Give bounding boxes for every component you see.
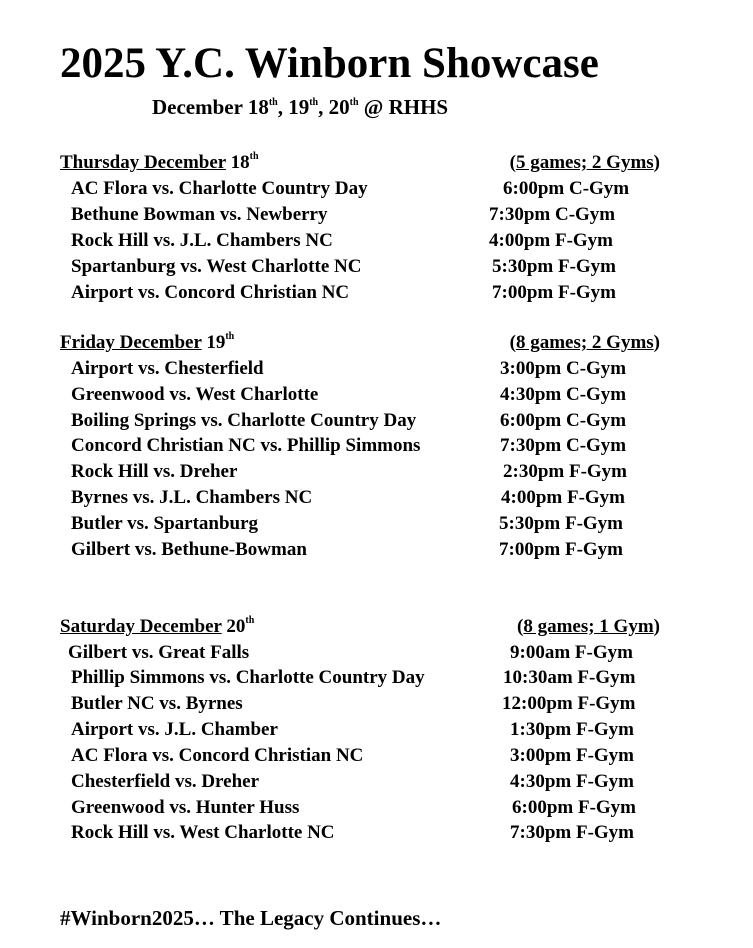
game-row: Greenwood vs. West Charlotte 4:30pm C-Gym — [71, 384, 627, 405]
page-title: 2025 Y.C. Winborn Showcase — [60, 40, 599, 87]
day-header-thursday: Thursday December 18th (5 games; 2 Gyms) — [60, 151, 660, 173]
game-row: Byrnes vs. J.L. Chambers NC 4:00pm F-Gym — [71, 487, 626, 508]
game-row: AC Flora vs. Concord Christian NC 3:00pm F-Gym — [71, 745, 635, 766]
game-row: Chesterfield vs. Dreher 4:30pm F-Gym — [71, 771, 635, 792]
day-summary: (8 games; 1 Gym) — [517, 616, 660, 637]
game-row: Airport vs. J.L. Chamber 1:30pm F-Gym — [71, 719, 635, 740]
day-header-saturday: Saturday December 20th (8 games; 1 Gym) — [60, 615, 660, 637]
game-row: Rock Hill vs. Dreher 2:30pm F-Gym — [71, 461, 628, 482]
game-row: Rock Hill vs. West Charlotte NC 7:30pm F-Gym — [71, 822, 635, 843]
game-row: Airport vs. Concord Christian NC 7:00pm F-Gym — [71, 282, 617, 303]
game-row: Bethune Bowman vs. Newberry 7:30pm C-Gym — [71, 204, 616, 225]
day-summary: (8 games; 2 Gyms) — [509, 332, 660, 353]
game-row: AC Flora vs. Charlotte Country Day 6:00pm C-Gym — [71, 178, 630, 199]
game-row: Boiling Springs vs. Charlotte Country Day 6:00pm C-Gym — [71, 410, 627, 431]
game-row: Butler NC vs. Byrnes 12:00pm F-Gym — [71, 693, 636, 714]
day-header-friday: Friday December 19th (8 games; 2 Gyms) — [60, 331, 660, 353]
game-row: Rock Hill vs. J.L. Chambers NC 4:00pm F-Gym — [71, 230, 614, 251]
game-row: Greenwood vs. Hunter Huss 6:00pm F-Gym — [71, 797, 637, 818]
game-row: Concord Christian NC vs. Phillip Simmons 7:30pm C-Gym — [71, 435, 627, 456]
game-row: Gilbert vs. Great Falls 9:00am F-Gym — [68, 642, 633, 663]
game-row: Spartanburg vs. West Charlotte NC 5:30pm F-Gym — [71, 256, 617, 277]
game-row: Phillip Simmons vs. Charlotte Country Day 10:30am F-Gym — [71, 667, 636, 688]
game-row: Gilbert vs. Bethune-Bowman 7:00pm F-Gym — [71, 539, 624, 560]
event-dates: December 18th, 19th, 20th @ RHHS — [152, 95, 449, 119]
game-row: Airport vs. Chesterfield 3:00pm C-Gym — [71, 358, 627, 379]
day-summary: (5 games; 2 Gyms) — [509, 152, 660, 173]
footer-hashtag: #Winborn2025… The Legacy Continues… — [60, 906, 442, 930]
game-row: Butler vs. Spartanburg 5:30pm F-Gym — [71, 513, 624, 534]
